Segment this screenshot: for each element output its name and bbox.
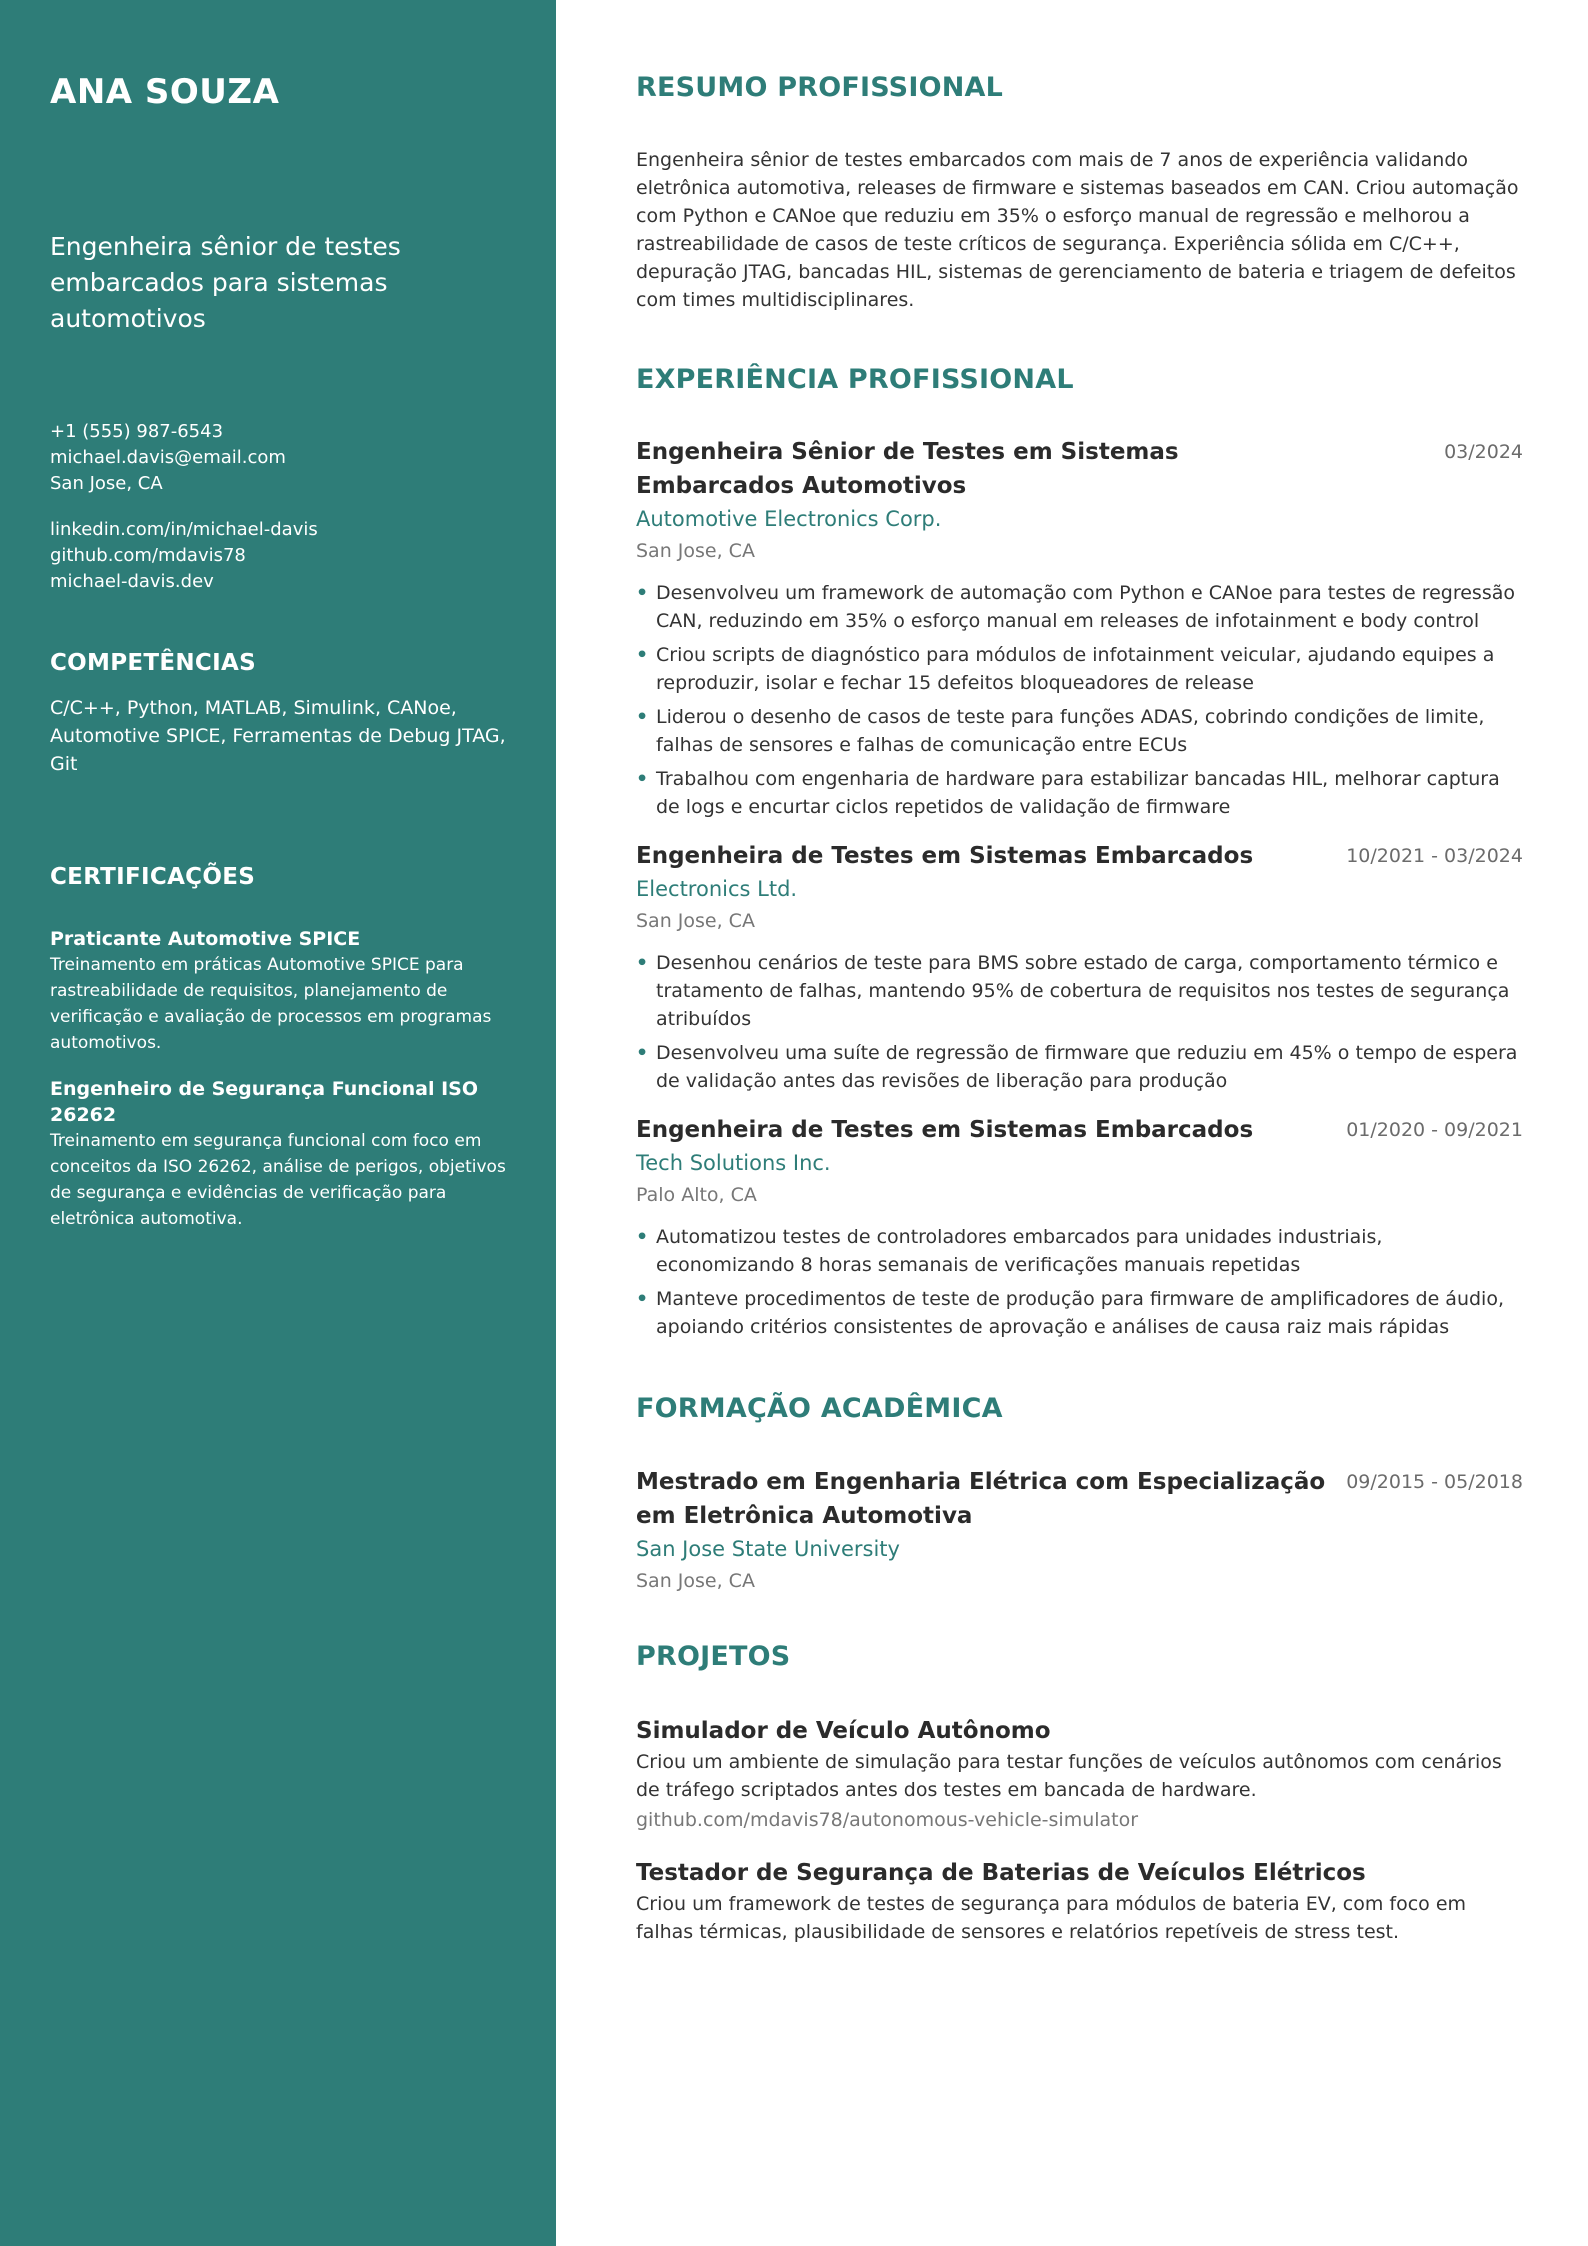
- main-content: [556, 0, 1588, 2246]
- job-location: Palo Alto, CA: [636, 1183, 757, 1206]
- school-name: San Jose State University: [636, 1537, 900, 1562]
- certification-item: [50, 1076, 506, 1232]
- location: San Jose, CA: [50, 472, 163, 494]
- experience-heading: EXPERIÊNCIA PROFISSIONAL: [636, 364, 1074, 396]
- summary-heading: RESUMO PROFISSIONAL: [636, 72, 1004, 103]
- projects-heading: PROJETOS: [636, 1641, 791, 1673]
- education-date: 09/2015 - 05/2018: [1346, 1471, 1523, 1494]
- linkedin-link[interactable]: linkedin.com/in/michael-davis: [50, 518, 318, 540]
- education-heading: FORMAÇÃO ACADÊMICA: [636, 1392, 1003, 1424]
- phone: +1 (555) 987-6543: [50, 420, 224, 442]
- company-name: Tech Solutions Inc.: [636, 1150, 831, 1175]
- job-date: 03/2024: [1444, 440, 1523, 463]
- degree-title: Mestrado em Engenharia Elétrica com Especialização em Eletrônica Automotiva: [636, 1469, 1326, 1530]
- candidate-name: ANA SOUZA: [50, 72, 280, 112]
- candidate-headline: Engenheira sênior de testes embarcados para sistemas automotivos: [50, 231, 401, 333]
- school-location: San Jose, CA: [636, 1570, 755, 1593]
- job-title: Engenheira Sênior de Testes em Sistemas Embarcados Automotivos: [636, 438, 1179, 499]
- certification-title: Engenheiro de Segurança Funcional ISO 26262: [50, 1077, 478, 1126]
- skills-heading: COMPETÊNCIAS: [50, 649, 256, 676]
- skills-list: C/C++, Python, MATLAB, Simulink, CANoe, Automotive SPICE, Ferramentas de Debug JTAG, Git: [50, 696, 506, 775]
- bullet-item: • Desenvolveu uma suíte de regressão de firmware que reduziu em 45% o tempo de espera de validação antes das revisões de liberação para produção: [636, 1039, 1523, 1095]
- certifications-heading: CERTIFICAÇÕES: [50, 863, 256, 890]
- contact-links: [50, 517, 506, 595]
- experience-entry: [636, 435, 1523, 821]
- bullet-item: • Trabalhou com engenharia de hardware para estabilizar bancadas HIL, melhorar captura de logs e encurtar ciclos repetidos de validação de firmware: [636, 765, 1523, 821]
- experience-entry-header: [636, 839, 1523, 873]
- certification-description: Treinamento em práticas Automotive SPICE para rastreabilidade de requisitos, planejamento de verificação e avaliação de processos em programas automotivos.: [50, 954, 492, 1053]
- education-entry-header: [636, 1465, 1523, 1533]
- sidebar: [0, 0, 556, 2246]
- project-title: Simulador de Veículo Autônomo: [636, 1717, 1051, 1744]
- project-entry: [636, 1856, 1523, 1946]
- bullet-item: • Criou scripts de diagnóstico para módulos de infotainment veicular, ajudando equipes a reproduzir, isolar e fechar 15 defeitos bloqueadores de release: [636, 641, 1523, 697]
- project-link[interactable]: github.com/mdavis78/autonomous-vehicle-simulator: [636, 1808, 1139, 1831]
- experience-entry-header: [636, 435, 1523, 503]
- project-description: Criou um framework de testes de segurança para módulos de bateria EV, com foco em falhas térmicas, plausibilidade de sensores e relatórios repetíveis de stress test.: [636, 1892, 1467, 1943]
- certification-title: Praticante Automotive SPICE: [50, 927, 361, 950]
- job-bullets: [636, 579, 1523, 821]
- bullet-item: • Automatizou testes de controladores embarcados para unidades industriais, economizando 8 horas semanais de verificações manuais repetidas: [636, 1223, 1523, 1279]
- job-date: 10/2021 - 03/2024: [1346, 844, 1523, 867]
- certification-description: Treinamento em segurança funcional com foco em conceitos da ISO 26262, análise de perigos, objetivos de segurança e evidências de verificação para eletrônica automotiva.: [50, 1130, 506, 1229]
- certification-item: [50, 926, 506, 1056]
- project-description: Criou um ambiente de simulação para testar funções de veículos autônomos com cenários de tráfego scriptados antes dos testes em bancada de hardware.: [636, 1750, 1502, 1801]
- project-title: Testador de Segurança de Baterias de Veículos Elétricos: [636, 1859, 1366, 1886]
- job-date: 01/2020 - 09/2021: [1346, 1118, 1523, 1141]
- job-bullets: [636, 949, 1523, 1095]
- company-name: Electronics Ltd.: [636, 876, 798, 901]
- bullet-item: • Manteve procedimentos de teste de produção para firmware de amplificadores de áudio, apoiando critérios consistentes de aprovação e análises de causa raiz mais rápidas: [636, 1285, 1523, 1341]
- job-location: San Jose, CA: [636, 909, 755, 932]
- company-name: Automotive Electronics Corp.: [636, 506, 942, 531]
- bullet-item: • Liderou o desenho de casos de teste para funções ADAS, cobrindo condições de limite, falhas de sensores e falhas de comunicação entre ECUs: [636, 703, 1523, 759]
- education-entry: [636, 1465, 1523, 1597]
- experience-entry-header: [636, 1113, 1523, 1147]
- experience-entry: [636, 1113, 1523, 1341]
- job-title: Engenheira de Testes em Sistemas Embarcados: [636, 842, 1254, 869]
- contact-info: [50, 419, 506, 595]
- email[interactable]: michael.davis@email.com: [50, 446, 286, 468]
- job-title: Engenheira de Testes em Sistemas Embarcados: [636, 1116, 1254, 1143]
- project-entry: [636, 1714, 1523, 1836]
- bullet-item: • Desenvolveu um framework de automação com Python e CANoe para testes de regressão CAN, reduzindo em 35% o esforço manual em releases de infotainment e body control: [636, 579, 1523, 635]
- github-link[interactable]: github.com/mdavis78: [50, 544, 246, 566]
- certifications-list: [50, 926, 506, 1232]
- website-link[interactable]: michael-davis.dev: [50, 570, 214, 592]
- experience-entry: [636, 839, 1523, 1095]
- contact-basic: [50, 419, 506, 497]
- bullet-item: • Desenhou cenários de teste para BMS sobre estado de carga, comportamento térmico e tratamento de falhas, mantendo 95% de cobertura de requisitos nos testes de segurança atribuídos: [636, 949, 1523, 1033]
- summary-text: Engenheira sênior de testes embarcados com mais de 7 anos de experiência validando eletrônica automotiva, releases de firmware e sistemas baseados em CAN. Criou automação com Python e CANoe que reduziu em 35% o esforço manual de regressão e melhorou a rastreabilidade de casos de teste críticos de segurança. Experiência sólida em C/C++, depuração JTAG, bancadas HIL, sistemas de gerenciamento de bateria e triagem de defeitos com times multidisciplinares.: [636, 149, 1519, 312]
- job-bullets: [636, 1223, 1523, 1341]
- job-location: San Jose, CA: [636, 539, 755, 562]
